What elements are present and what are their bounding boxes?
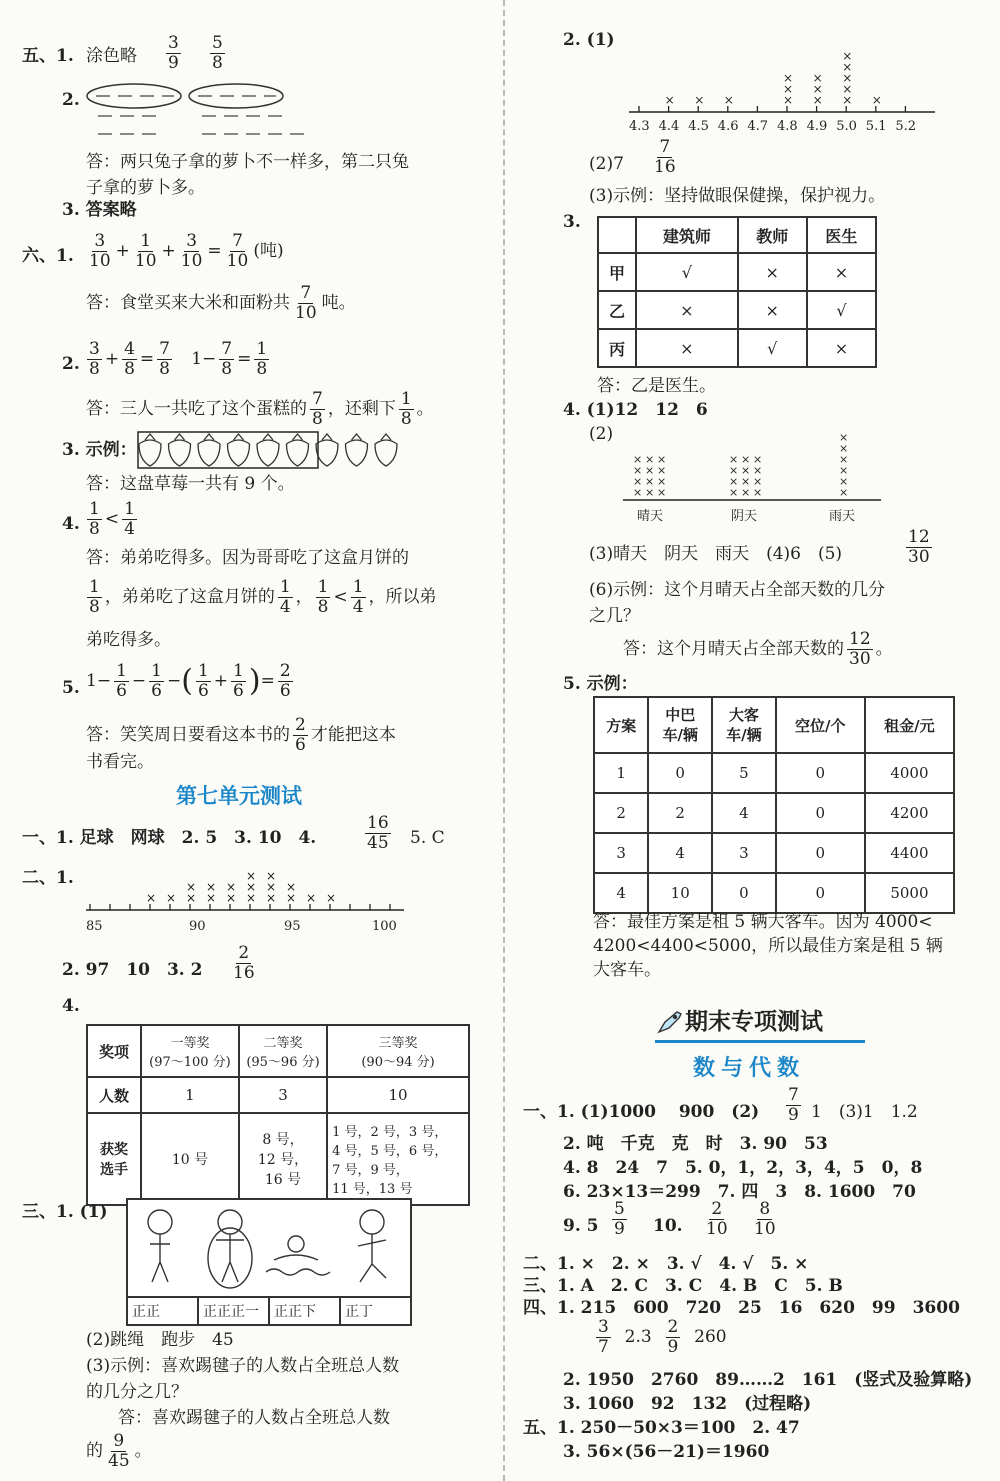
- strawberry-icon: [287, 440, 309, 466]
- u7-q1-5: 5. C: [410, 828, 445, 848]
- header-cell: 教师: [738, 217, 807, 253]
- table-cell: 0: [712, 873, 776, 913]
- award-table: [86, 1024, 470, 1206]
- table-cell: ×: [636, 291, 738, 329]
- table-cell: ×: [807, 329, 876, 367]
- q6-5-answer-line1: 答：笑笑周日要看这本书的 $\frac{2}{6}$ 才能把这本: [86, 715, 396, 755]
- r-q5-answer-line3: 大客车。: [593, 960, 661, 980]
- q5-1-fraction: $\frac{5}{8}$: [212, 33, 223, 73]
- table-cell: 2: [648, 793, 712, 833]
- data-point-x: ×: [753, 464, 763, 477]
- data-point-x: ×: [839, 453, 849, 466]
- header-cell: 一等奖 (97～100 分): [141, 1025, 239, 1077]
- data-point-x: ×: [842, 49, 853, 63]
- table-cell: ×: [807, 253, 876, 291]
- data-point-x: ×: [633, 486, 643, 499]
- r-q4-1: 4. (1)12 12 6: [563, 400, 708, 420]
- data-point-x: ×: [783, 82, 794, 96]
- data-point-x: ×: [266, 891, 277, 905]
- strawberry-leaf-icon: [204, 434, 214, 440]
- data-point-x: ×: [729, 464, 739, 477]
- tally-cell: 正丁: [345, 1304, 373, 1320]
- data-point-x: ×: [842, 71, 853, 85]
- table-cell: ×: [636, 329, 738, 367]
- data-point-x: ×: [645, 475, 655, 488]
- data-point-x: ×: [783, 71, 794, 85]
- r-q2-2: (2)7: [589, 154, 624, 174]
- data-point-x: ×: [326, 891, 337, 905]
- strawberry-icon: [169, 440, 191, 466]
- u7-q1: 一、1. 足球 网球 2. 5 3. 10 4.: [22, 828, 317, 848]
- tally-cell: 正正: [128, 1298, 199, 1326]
- strawberry-icon: [375, 440, 397, 466]
- strawberry-leaf-icon: [234, 434, 244, 440]
- q6-4-compare: $\frac{1}{8}$ < $\frac{1}{4}$: [89, 499, 135, 539]
- f-section4-q2: 2. 1950 2760 89……2 161 (竖式及验算略): [563, 1370, 973, 1390]
- f-section5-q3: 3. 56×(56－21)＝1960: [563, 1442, 770, 1462]
- table-cell: 4: [594, 873, 648, 913]
- data-point-x: ×: [723, 93, 734, 107]
- title-underline: [655, 1040, 865, 1043]
- data-point-x: ×: [226, 891, 237, 905]
- u7-q2-label: 二、1.: [22, 868, 74, 888]
- data-point-x: ×: [741, 475, 751, 488]
- data-point-x: ×: [633, 475, 643, 488]
- q6-4-answer-line2: $\frac{1}{8}$ ，弟弟吃了这盒月饼的 $\frac{1}{4}$ ， $\frac{1}{8}$ < $\frac{1}{4}$ ，所以弟: [89, 577, 437, 617]
- q6-4-answer-line3: 弟吃得多。: [86, 630, 171, 650]
- data-point-x: ×: [246, 891, 257, 905]
- f-q10: 10.: [653, 1216, 683, 1236]
- strawberry-leaf-icon: [322, 434, 332, 440]
- data-point-x: ×: [633, 453, 643, 466]
- table-cell: 0: [776, 833, 865, 873]
- table-cell: 5000: [865, 873, 954, 913]
- f-q4: 4. 8 24 7 5. 0，1，2，3，4，5 0，8: [563, 1158, 923, 1178]
- u7-q3-3-answer1: 答：喜欢踢毽子的人数占全班总人数: [118, 1408, 390, 1428]
- q6-1-equation: $\frac{3}{10}$ + $\frac{1}{10}$ + $\frac{3}{10}$ = $\frac{7}{10}$ (吨): [89, 231, 284, 271]
- u7-q3-3-line2: 的几分之几？: [86, 1382, 188, 1402]
- data-point-x: ×: [645, 486, 655, 499]
- f-section4-line2: $\frac{3}{7}$ 2.3 $\frac{2}{9}$ 260: [598, 1317, 727, 1357]
- f-section5: 五、1. 250－50×3＝100 2. 47: [523, 1418, 800, 1438]
- table-cell: 5: [712, 753, 776, 793]
- strawberry-icon: [346, 440, 368, 466]
- data-point-x: ×: [694, 93, 705, 107]
- u7-q4-label: 4.: [62, 996, 80, 1016]
- data-point-x: ×: [166, 891, 177, 905]
- data-point-x: ×: [753, 453, 763, 466]
- data-point-x: ×: [657, 475, 667, 488]
- q6-5-answer-line2: 书看完。: [86, 752, 154, 772]
- u7-q3-2: (2)跳绳 跑步 45: [86, 1330, 234, 1350]
- f-q9-fraction: $\frac{5}{9}$: [614, 1199, 625, 1239]
- f-section4-q3: 3. 1060 92 132 (过程略): [563, 1394, 812, 1414]
- category-label: 晴天: [637, 509, 664, 524]
- f-section2: 二、1. × 2. × 3. √ 4. √ 5. ×: [523, 1254, 809, 1274]
- data-point-x: ×: [186, 891, 197, 905]
- data-point-x: ×: [783, 93, 794, 107]
- tick-label: 4.9: [806, 119, 828, 134]
- q5-1-text: 涂色略: [86, 46, 137, 66]
- tick-label: 4.6: [717, 119, 739, 134]
- data-point-x: ×: [186, 880, 197, 894]
- q6-2-answer: 答：三人一共吃了这个蛋糕的 $\frac{7}{8}$ ，还剩下 $\frac{1}{8}$ 。: [86, 389, 434, 429]
- tick-label: 4.7: [747, 119, 769, 134]
- r-q3-label: 3.: [563, 212, 581, 232]
- r-q4-5-fraction: $\frac{12}{30}$: [908, 527, 930, 567]
- strawberry-leaf-icon: [145, 434, 155, 440]
- row-label: 获奖 选手: [87, 1113, 141, 1205]
- table-cell: 3: [239, 1077, 327, 1113]
- r-q4-6-answer: 答：这个月晴天占全部天数的 $\frac{12}{30}$ 。: [623, 629, 893, 669]
- table-cell: 3: [712, 833, 776, 873]
- tick-label: 100: [372, 919, 397, 934]
- u7-q2-fraction: $\frac{2}{16}$: [233, 943, 255, 983]
- table-cell: 10: [648, 873, 712, 913]
- header-cell: 空位/个: [776, 697, 865, 753]
- data-point-x: ×: [146, 891, 157, 905]
- tick-label: 4.5: [688, 119, 709, 134]
- q6-5-label: 5.: [62, 678, 80, 698]
- table-cell: 4: [712, 793, 776, 833]
- header-cell: 租金/元: [865, 697, 954, 753]
- strawberry-icon: [257, 440, 279, 466]
- f-section3: 三、1. A 2. C 3. C 4. B C 5. B: [523, 1276, 843, 1296]
- q6-2-label: 2.: [62, 354, 80, 374]
- data-point-x: ×: [633, 464, 643, 477]
- data-point-x: ×: [842, 93, 853, 107]
- r-q5-answer-line2: 4200<4400<5000，所以最佳方案是租 5 辆: [593, 936, 943, 956]
- activities-tally-box: [126, 1198, 412, 1326]
- data-point-x: ×: [286, 880, 297, 894]
- r-q4-3: (3)晴天 阴天 雨天 (4)6 (5): [589, 544, 843, 564]
- category-label: 雨天: [829, 509, 856, 524]
- data-point-x: ×: [645, 464, 655, 477]
- table-cell: 10 号: [141, 1113, 239, 1205]
- r-q4-6-line2: 之几？: [589, 606, 640, 626]
- number-algebra-title: 数与代数: [693, 1056, 806, 1081]
- table-cell: √: [636, 253, 738, 291]
- f-q10-fraction: $\frac{2}{10}$: [706, 1199, 728, 1239]
- data-point-x: ×: [741, 453, 751, 466]
- header-cell: 二等奖 (95～96 分): [239, 1025, 327, 1077]
- u7-q3-3-line1: (3)示例：喜欢踢毽子的人数占全班总人数: [86, 1356, 400, 1376]
- strawberry-icon: [316, 440, 338, 466]
- tick-label: 5.0: [836, 119, 857, 134]
- data-point-x: ×: [812, 82, 823, 96]
- header-cell: [598, 217, 636, 253]
- table-cell: 4400: [865, 833, 954, 873]
- table-cell: 4000: [865, 753, 954, 793]
- header-cell: 建筑师: [636, 217, 738, 253]
- r-q3-answer: 答：乙是医生。: [597, 376, 716, 396]
- table-cell: 0: [776, 753, 865, 793]
- data-point-x: ×: [657, 453, 667, 466]
- u7-q3-3-answer2: 的 $\frac{9}{45}$ 。: [86, 1431, 152, 1471]
- r-q5-answer-line1: 答：最佳方案是租 5 辆大客车。因为 4000<: [593, 912, 933, 932]
- f-q2: 2. 吨 千克 克 时 3. 90 53: [563, 1134, 828, 1154]
- data-point-x: ×: [729, 475, 739, 488]
- strawberry-icon: [228, 440, 250, 466]
- header-cell: 中巴 车/辆: [648, 697, 712, 753]
- data-point-x: ×: [839, 486, 849, 499]
- scores-line-plot: [86, 866, 406, 936]
- data-point-x: ×: [657, 486, 667, 499]
- f-q1-fraction: $\frac{7}{9}$: [788, 1085, 799, 1125]
- data-point-x: ×: [226, 880, 237, 894]
- strawberry-leaf-icon: [263, 434, 273, 440]
- strawberry-leaf-icon: [175, 434, 185, 440]
- data-point-x: ×: [842, 60, 853, 74]
- q6-3-answer: 答：这盘草莓一共有 9 个。: [86, 474, 295, 494]
- category-label: 阴天: [731, 509, 758, 524]
- weather-tally-chart: [623, 422, 883, 526]
- header-cell: 医生: [807, 217, 876, 253]
- data-point-x: ×: [657, 464, 667, 477]
- rental-plan-table: [593, 696, 955, 914]
- data-point-x: ×: [842, 82, 853, 96]
- row-label: 丙: [598, 329, 636, 367]
- activity-pictures: [128, 1200, 410, 1296]
- data-point-x: ×: [839, 442, 849, 455]
- table-cell: 3: [594, 833, 648, 873]
- q6-1-answer: 答：食堂买来大米和面粉共 $\frac{7}{10}$ 吨。: [86, 283, 356, 323]
- header-cell: 三等奖 (90～94 分): [327, 1025, 469, 1077]
- table-cell: 8 号， 12 号， 16 号: [239, 1113, 327, 1205]
- data-point-x: ×: [839, 431, 849, 444]
- r-q4-6-line1: (6)示例：这个月晴天占全部天数的几分: [589, 580, 886, 600]
- table-cell: 1 号，2 号，3 号， 4 号，5 号，6 号， 7 号，9 号， 11 号，13 号: [327, 1113, 469, 1205]
- r-q4-2-label: (2): [589, 424, 614, 444]
- q6-2-equation: $\frac{3}{8}$ + $\frac{4}{8}$ = $\frac{7}{8}$ 1− $\frac{7}{8}$ = $\frac{1}{8}$: [89, 339, 268, 379]
- data-point-x: ×: [306, 891, 317, 905]
- q5-2-answer-line1: 答：两只兔子拿的萝卜不一样多，第二只兔: [86, 152, 409, 172]
- vision-line-plot: [629, 26, 939, 138]
- table-cell: √: [738, 329, 807, 367]
- q5-1-fraction: $\frac{3}{9}$: [168, 33, 179, 73]
- q5-2-label: 2.: [62, 90, 80, 110]
- data-point-x: ×: [206, 880, 217, 894]
- tick-label: 90: [189, 919, 206, 934]
- header-cell: 方案: [594, 697, 648, 753]
- row-label: 人数: [87, 1077, 141, 1113]
- tally-cell: 正正正一: [199, 1298, 270, 1326]
- q5-1-label: 五、1.: [22, 46, 74, 66]
- q5-3: 3. 答案略: [62, 200, 137, 220]
- data-point-x: ×: [741, 486, 751, 499]
- data-point-x: ×: [812, 93, 823, 107]
- tick-label: 4.8: [777, 119, 798, 134]
- table-cell: 0: [648, 753, 712, 793]
- tally-cell: 正正下: [270, 1298, 341, 1326]
- strawberry-icon: [139, 440, 161, 466]
- data-point-x: ×: [266, 869, 277, 883]
- data-point-x: ×: [246, 880, 257, 894]
- tick-label: 95: [284, 919, 301, 934]
- rocket-icon: [655, 1008, 685, 1036]
- tick-label: 4.3: [629, 119, 650, 134]
- strawberry-leaf-icon: [381, 434, 391, 440]
- q6-5-equation: 1− $\frac{1}{6}$ − $\frac{1}{6}$ −( $\frac{1}{6}$ + $\frac{1}{6}$ )= $\frac{2}{6}$: [86, 661, 291, 701]
- data-point-x: ×: [753, 475, 763, 488]
- table-cell: 0: [776, 873, 865, 913]
- data-point-x: ×: [664, 93, 675, 107]
- f-q6: 6. 23×13＝299 7. 四 3 8. 1600 70: [563, 1182, 916, 1202]
- tally-row: [128, 1296, 410, 1326]
- q6-4-answer-line1: 答：弟弟吃得多。因为哥哥吃了这盒月饼的: [86, 548, 409, 568]
- tick-label: 85: [86, 919, 103, 934]
- table-cell: 1: [141, 1077, 239, 1113]
- table-cell: 0: [776, 793, 865, 833]
- f-q1: 一、1. (1)1000 900 (2): [523, 1102, 760, 1122]
- table-cell: √: [807, 291, 876, 329]
- data-point-x: ×: [839, 464, 849, 477]
- tick-label: 4.4: [658, 119, 680, 134]
- data-point-x: ×: [206, 891, 217, 905]
- table-cell: 4: [648, 833, 712, 873]
- carrots-illustration: [84, 82, 326, 146]
- row-label: 甲: [598, 253, 636, 291]
- q5-2-answer-line2: 子拿的萝卜多。: [86, 178, 205, 198]
- data-point-x: ×: [645, 453, 655, 466]
- table-cell: 1: [594, 753, 648, 793]
- table-cell: 2: [594, 793, 648, 833]
- data-point-x: ×: [266, 880, 277, 894]
- final-test-title: 期末专项测试: [685, 1009, 823, 1035]
- data-point-x: ×: [871, 93, 882, 107]
- header-cell: 奖项: [87, 1025, 141, 1077]
- strawberries-illustration: [136, 430, 412, 470]
- f-q9: 9. 5: [563, 1216, 599, 1236]
- data-point-x: ×: [741, 464, 751, 477]
- q6-4-label: 4.: [62, 514, 80, 534]
- u7-q2-2: 2. 97 10 3. 2: [62, 960, 203, 980]
- data-point-x: ×: [753, 486, 763, 499]
- f-section4: 四、1. 215 600 720 25 16 620 99 3600: [523, 1298, 960, 1318]
- header-cell: 大客 车/辆: [712, 697, 776, 753]
- r-q2-label: 2. (1): [563, 30, 615, 50]
- right-column: [505, 0, 1000, 1481]
- data-point-x: ×: [729, 453, 739, 466]
- strawberry-leaf-icon: [293, 434, 303, 440]
- q6-3-label: 3. 示例：: [62, 440, 137, 460]
- data-point-x: ×: [839, 475, 849, 488]
- strawberry-leaf-icon: [352, 434, 362, 440]
- strawberry-icon: [198, 440, 220, 466]
- r-q5-label: 5. 示例：: [563, 674, 638, 694]
- row-label: 乙: [598, 291, 636, 329]
- unit7-title: 第七单元测试: [176, 784, 302, 808]
- table-cell: ×: [738, 291, 807, 329]
- data-point-x: ×: [246, 869, 257, 883]
- f-q10-fraction: $\frac{8}{10}$: [754, 1199, 776, 1239]
- tick-label: 5.1: [865, 119, 887, 134]
- q6-1-label: 六、1.: [22, 246, 74, 266]
- table-cell: ×: [738, 253, 807, 291]
- r-q2-3: (3)示例：坚持做眼保健操，保护视力。: [589, 186, 886, 206]
- data-point-x: ×: [286, 891, 297, 905]
- table-cell: 4200: [865, 793, 954, 833]
- job-table: [597, 216, 877, 368]
- tick-label: 5.2: [895, 119, 917, 134]
- u7-q1-fraction: $\frac{16}{45}$: [367, 813, 389, 853]
- f-q1-rest: 1 (3)1 1.2: [811, 1102, 918, 1122]
- u7-q3-label: 三、1. (1): [22, 1202, 108, 1222]
- table-cell: 10: [327, 1077, 469, 1113]
- r-q2-2-fraction: $\frac{7}{16}$: [654, 137, 676, 177]
- data-point-x: ×: [729, 486, 739, 499]
- data-point-x: ×: [812, 71, 823, 85]
